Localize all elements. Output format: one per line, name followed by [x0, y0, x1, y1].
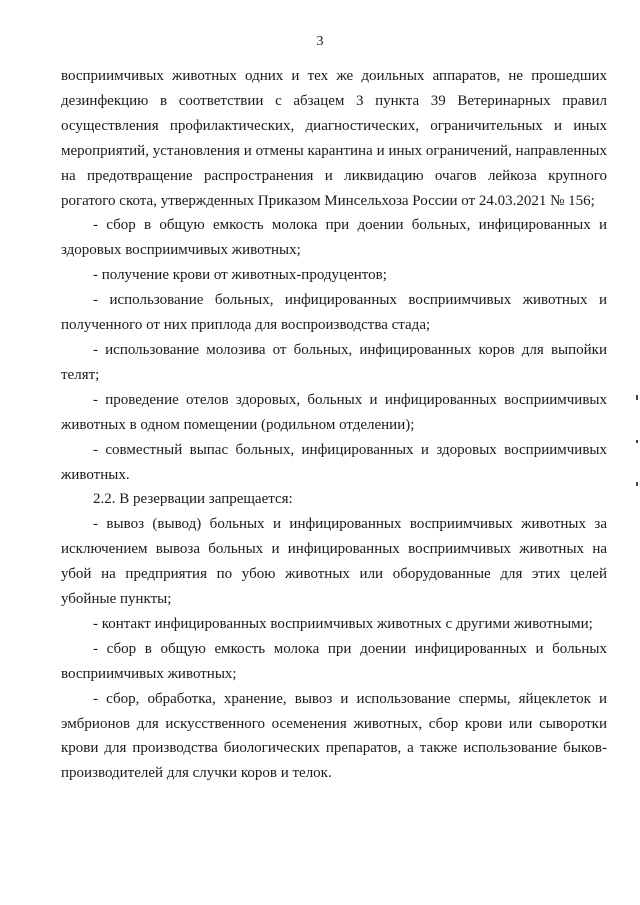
list-item: - получение крови от животных-продуцентов; — [93, 267, 387, 284]
list-item: - сбор в общую емкость молока при доении больных, инфицированных и здоровых восприимчивых животных; — [61, 217, 607, 259]
scan-artifact — [636, 482, 638, 486]
list-item: - сбор, обработка, хранение, вывоз и использование спермы, яйцеклеток и эмбрионов для искусственного осеменения животных, сбор крови или сыворотки крови для производства биологических препаратов, а также использование быков-производителей для случки коров и телок. — [61, 690, 607, 782]
scan-artifact — [636, 440, 638, 443]
list-item: - сбор в общую емкость молока при доении инфицированных и больных восприимчивых животных; — [61, 640, 607, 682]
list-item: - использование молозива от больных, инфицированных коров для выпойки телят; — [61, 341, 607, 383]
list-item: - проведение отелов здоровых, больных и инфицированных восприимчивых животных в одном помещении (родильном отделении); — [61, 391, 607, 433]
paragraph: восприимчивых животных одних и тех же доильных аппаратов, не прошедших дезинфекцию в соответствии с абзацем 3 пункта 39 Ветеринарных правил осуществления профилактических, диагностических, ограничительных и иных мероприятий, установления и отмены карантина и иных ограничений, направленных на предотвращение распространения и ликвидацию очагов лейкоза крупного рогатого скота, утвержденных Приказом Минсельхоза России от 24.03.2021 № 156; — [61, 68, 607, 209]
list-item: - совместный выпас больных, инфицированных и здоровых восприимчивых животных. — [61, 441, 607, 483]
page-number: 3 — [316, 34, 324, 49]
document-body — [61, 64, 607, 786]
section-heading: 2.2. В резервации запрещается: — [93, 491, 293, 508]
scan-artifact — [636, 395, 638, 400]
list-item: - вывоз (вывод) больных и инфицированных восприимчивых животных за исключением вывоза больных и инфицированных восприимчивых животных на убой на предприятия по убою животных или оборудованные для этих целей убойные пункты; — [61, 516, 607, 608]
list-item: - использование больных, инфицированных восприимчивых животных и полученного от них приплода для воспроизводства стада; — [61, 292, 607, 334]
list-item: - контакт инфицированных восприимчивых животных с другими животными; — [93, 615, 593, 632]
